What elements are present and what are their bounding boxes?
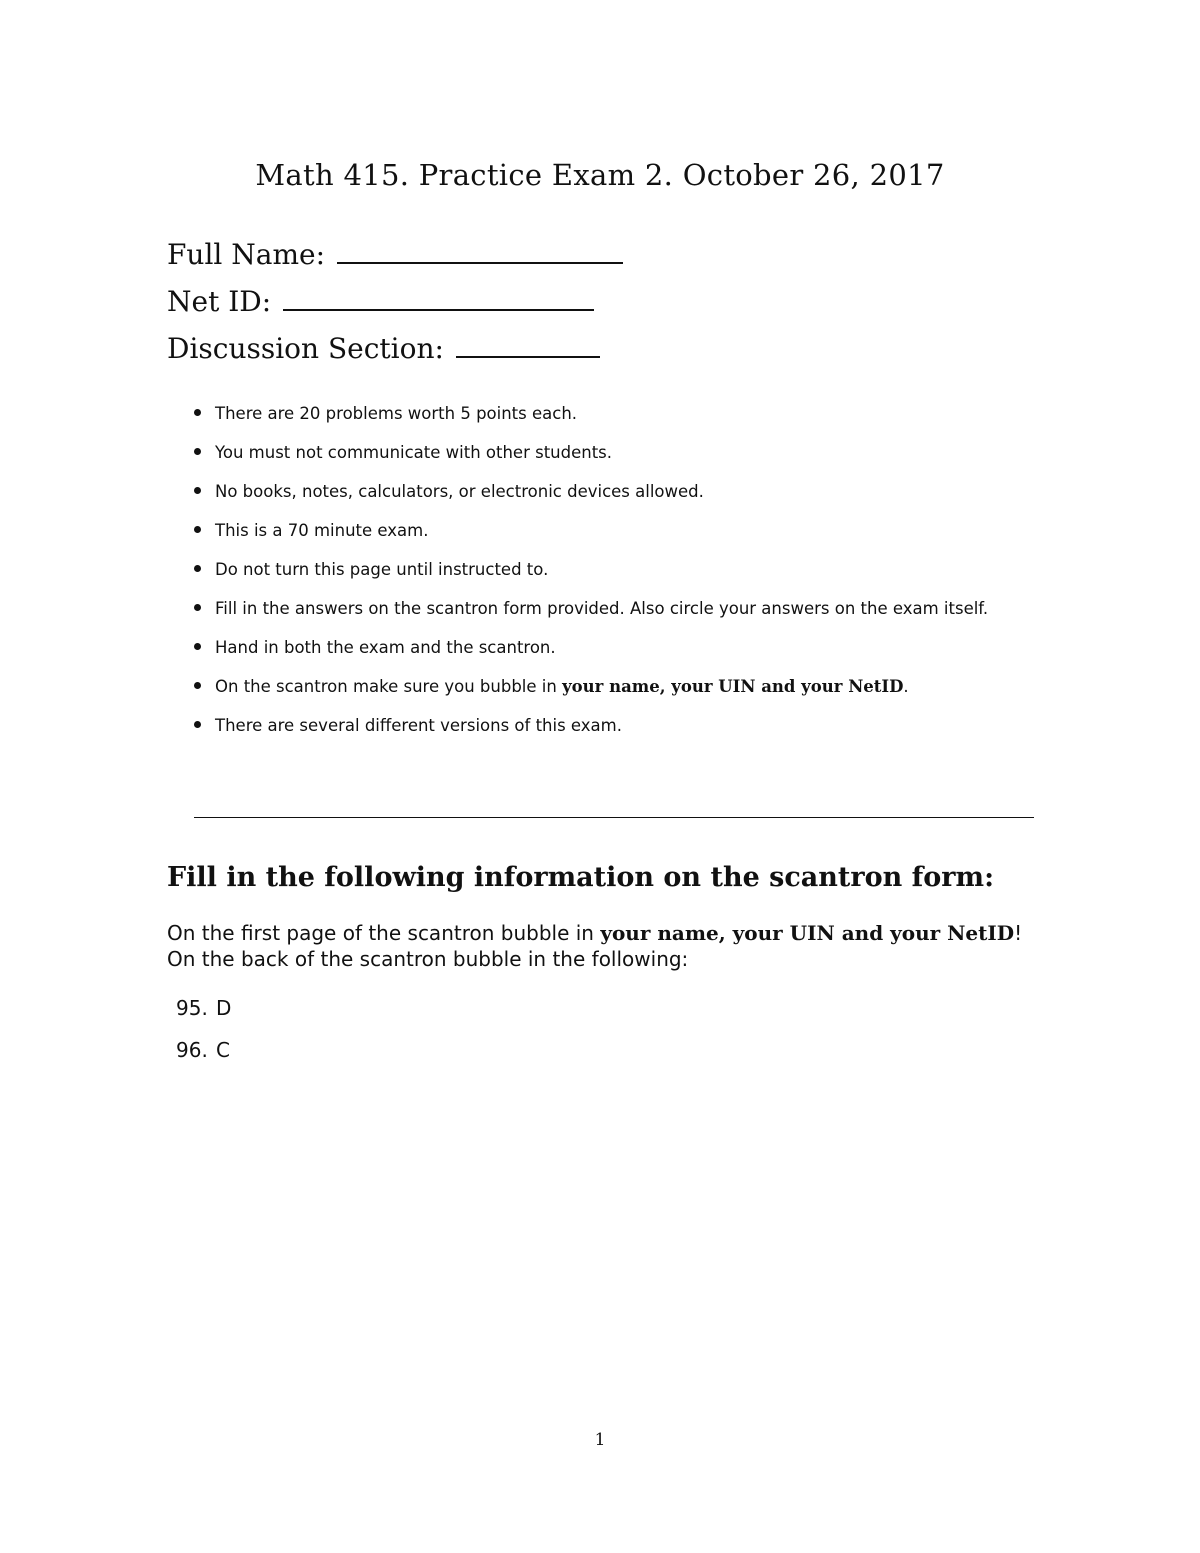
instruction-item: There are 20 problems worth 5 points each. [194,402,988,441]
net-id-blank [283,308,594,311]
page-title: Math 415. Practice Exam 2. October 26, 2017 [255,158,945,192]
bullet-icon [194,409,201,416]
net-id-field [167,285,594,318]
answer-row [176,1038,230,1062]
bullet-icon [194,604,201,611]
scantron-line-2: On the back of the scantron bubble in the following: [167,947,689,971]
instruction-item: This is a 70 minute exam. [194,519,988,558]
instruction-item: Do not turn this page until instructed to. [194,558,988,597]
bullet-icon [194,526,201,533]
section-divider [194,817,1034,818]
scantron-heading: Fill in the following information on the scantron form: [167,862,995,893]
bullet-icon [194,643,201,650]
full-name-label: Full Name: [167,238,326,271]
bullet-icon [194,565,201,572]
instruction-item: You must not communicate with other students. [194,441,988,480]
discussion-section-label: Discussion Section: [167,332,444,365]
bullet-icon [194,448,201,455]
scantron-line-1: On the first page of the scantron bubble in your name, your UIN and your NetID! [167,921,1023,945]
instruction-item: Fill in the answers on the scantron form provided. Also circle your answers on the exam itself. [194,597,988,636]
full-name-field [167,238,623,271]
instructions-list [194,402,988,753]
instruction-item: There are several different versions of this exam. [194,714,988,753]
scantron-line-1-emphasis: your name, your UIN and your NetID [600,921,1015,945]
bullet-icon [194,682,201,689]
instruction-item: No books, notes, calculators, or electronic devices allowed. [194,480,988,519]
answer-number: 96. [176,1038,208,1062]
scantron-emphasis: your name, your UIN and your NetID [562,677,904,696]
page-number: 1 [594,1430,606,1450]
discussion-section-blank [456,355,600,358]
bullet-icon [194,487,201,494]
discussion-section-field [167,332,600,365]
answer-row [176,996,231,1020]
bullet-icon [194,721,201,728]
answer-number: 95. [176,996,208,1020]
answer-letter: D [216,996,232,1020]
full-name-blank [337,261,623,264]
instruction-item-scantron: On the scantron make sure you bubble in your name, your UIN and your NetID. [194,675,988,714]
answer-letter: C [216,1038,230,1062]
net-id-label: Net ID: [167,285,272,318]
instruction-item: Hand in both the exam and the scantron. [194,636,988,675]
